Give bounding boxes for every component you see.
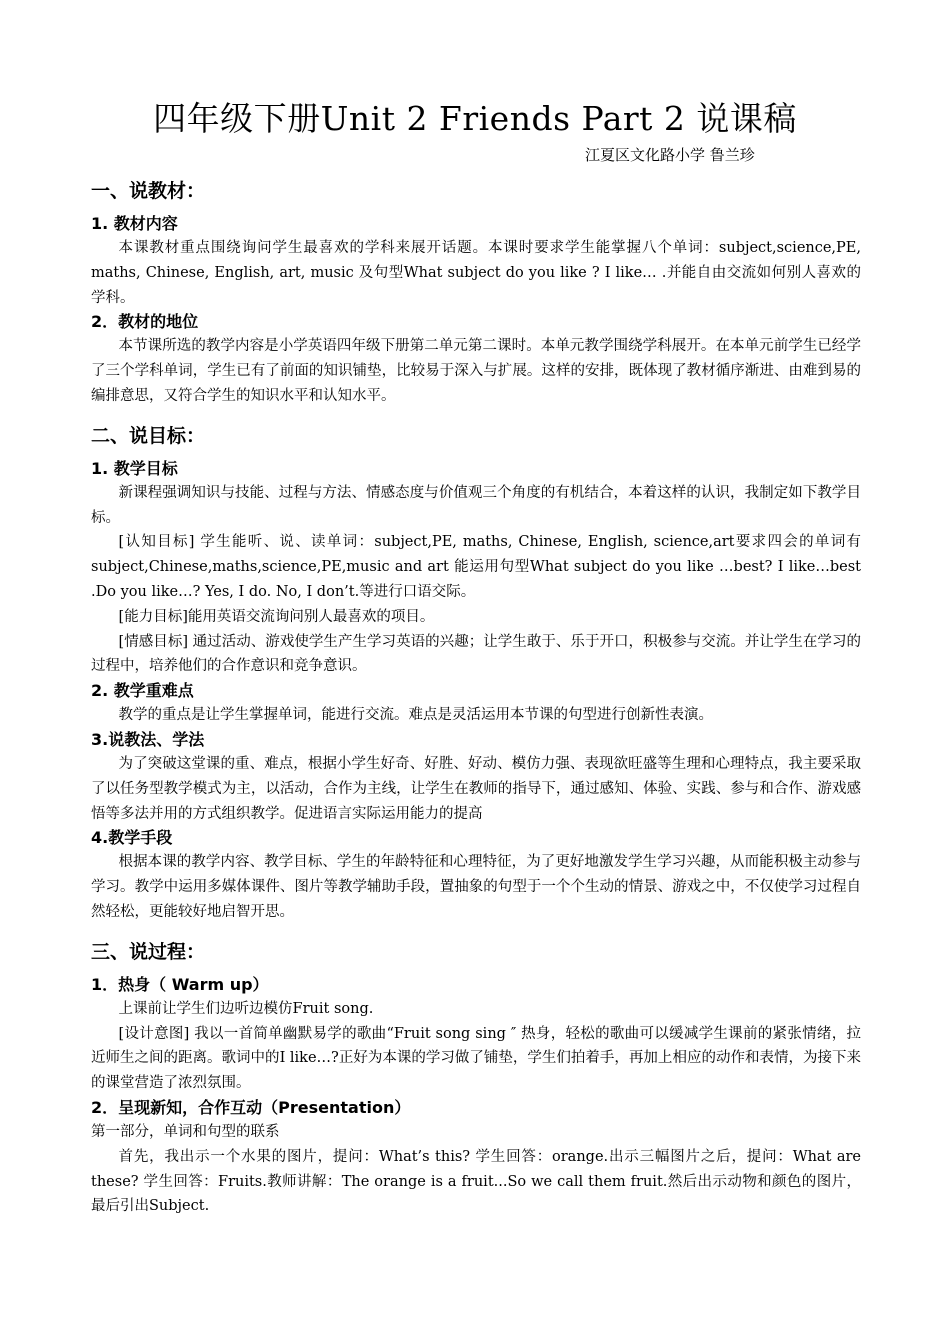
section-heading: 三、说过程： [91, 940, 206, 963]
document-title: 四年级下册Unit 2 Friends Part 2 说课稿 [153, 99, 797, 138]
subsection-title: 4.教学手段 [91, 828, 173, 848]
paragraph: [设计意图] 我以一首简单幽默易学的歌曲“Fruit song sing ″ 热身，轻松的歌曲可以缓减学生课前的紧张情绪，拉近师生之间的距离。歌词中的I like…?正好为本课的学习做了铺垫，学生们拍着手，再加上相应的动作和表情，为接下来的课堂营造了浓烈氛围。 [91, 1025, 861, 1092]
paragraph: [认知目标] 学生能听、说、读单词：subject,PE, maths, Chinese, English, science,art要求四会的单词有subject,Chinese,maths,science,PE,music and art 能运用句型What subject do you like …best? I like…best .Do you like…? Yes, I do. No, I don’t.等进行口语交际。 [91, 534, 861, 600]
author-line: 江夏区文化路小学 鲁兰珍 [585, 146, 755, 164]
paragraph: 首先，我出示一个水果的图片，提问：What’s this? 学生回答：orange.出示三幅图片之后，提问：What are these? 学生回答：Fruits.教师讲解：The orange is a fruit...So we call them fruit.然后出示动物和颜色的图片，最后引出Subject. [91, 1148, 861, 1215]
subsection-title: 1. 教材内容 [91, 214, 178, 233]
paragraph: 为了突破这堂课的重、难点，根据小学生好奇、好胜、好动、模仿力强、表现欲旺盛等生理和心理特点，我主要采取了以任务型教学模式为主，以活动，合作为主线，让学生在教师的指导下，通过感知、体验、实践、参与和合作、游戏感悟等多法并用的方式组织教学。促进语言实际运用能力的提高 [91, 755, 861, 822]
document-body [91, 178, 861, 1219]
subsection-title: 2．呈现新知，合作互动（Presentation） [91, 1097, 411, 1117]
subsection-title: 2. 教学重难点 [91, 681, 194, 701]
paragraph: [能力目标]能用英语交流询问别人最喜欢的项目。 [118, 608, 435, 625]
paragraph: 第一部分，单词和句型的联系 [91, 1123, 280, 1140]
paragraph: 新课程强调知识与技能、过程与方法、情感态度与价值观三个角度的有机结合，本着这样的认识，我制定如下教学目标。 [91, 484, 861, 526]
section-heading: 二、说目标： [91, 424, 206, 447]
paragraph: 上课前让学生们边听边模仿Fruit song. [118, 1000, 374, 1017]
subsection-title: 1. 教学目标 [91, 458, 178, 478]
paragraph: 本节课所选的教学内容是小学英语四年级下册第二单元第二课时。本单元教学围绕学科展开。在本单元前学生已经学了三个学科单词，学生已有了前面的知识铺垫，比较易于深入与扩展。这样的安排，既体现了教材循序渐进、由难到易的编排意思，又符合学生的知识水平和认知水平。 [91, 338, 861, 404]
subsection-title: 3.说教法、学法 [91, 729, 205, 749]
paragraph: [情感目标] 通过活动、游戏使学生产生学习英语的兴趣；让学生敢于、乐于开口，积极参与交流。并让学生在学习的过程中，培养他们的合作意识和竞争意识。 [91, 633, 861, 675]
paragraph: 本课教材重点围绕询问学生最喜欢的学科来展开话题。本课时要求学生能掌握八个单词：subject,science,PE, maths, Chinese, English, art, music 及句型What subject do you like ? I like… .并能自由交流如何别人喜欢的学科。 [91, 240, 861, 306]
section-heading: 一、说教材： [91, 180, 206, 202]
subsection-title: 2．教材的地位 [91, 312, 199, 332]
paragraph: 根据本课的教学内容、教学目标、学生的年龄特征和心理特征，为了更好地激发学生学习兴趣，从而能积极主动参与学习。教学中运用多媒体课件、图片等教学辅助手段，置抽象的句型于一个个生动的情景、游戏之中，不仅使学习过程自然轻松，更能较好地启智开思。 [91, 854, 861, 920]
paragraph: 教学的重点是让学生掌握单词，能进行交流。难点是灵活运用本节课的句型进行创新性表演。 [118, 707, 714, 724]
subsection-title: 1．热身（ Warm up） [91, 974, 269, 994]
